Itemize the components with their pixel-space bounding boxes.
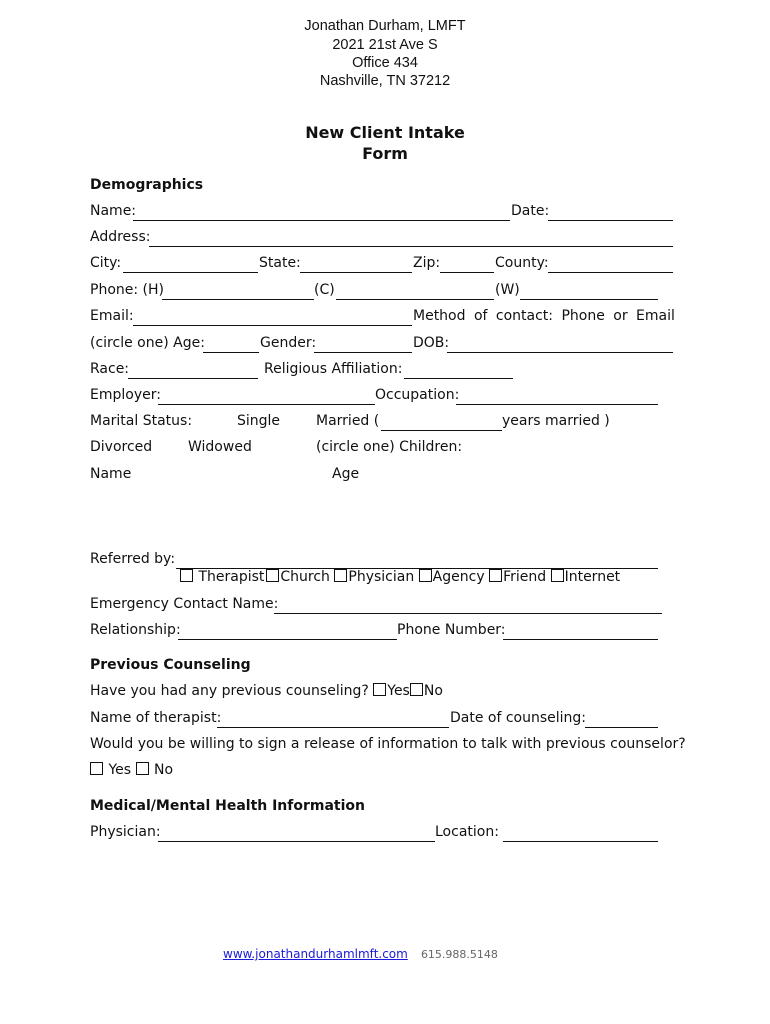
dob-field[interactable] <box>447 352 673 353</box>
phone-work-field[interactable] <box>520 299 658 300</box>
employer-field[interactable] <box>158 404 375 405</box>
email-label: Email: <box>90 308 134 324</box>
name-field[interactable] <box>133 220 510 221</box>
checkbox-icon[interactable] <box>551 569 564 582</box>
practitioner-name: Jonathan Durham, LMFT <box>304 18 466 34</box>
checkbox-icon[interactable] <box>266 569 279 582</box>
previous-no-option[interactable]: No <box>410 683 443 699</box>
city-state-zip: Nashville, TN 37212 <box>319 73 451 89</box>
emergency-contact-label: Emergency Contact Name: <box>90 596 279 612</box>
religion-field[interactable] <box>404 378 513 379</box>
address-label: Address: <box>90 229 151 245</box>
physician-label: Physician: <box>90 824 161 840</box>
employer-label: Employer: <box>90 387 161 403</box>
checkbox-icon[interactable] <box>489 569 502 582</box>
medical-heading: Medical/Mental Health Information <box>90 798 366 814</box>
phone-home-field[interactable] <box>162 299 314 300</box>
location-field[interactable] <box>503 841 658 842</box>
release-no-option[interactable]: No <box>136 762 174 778</box>
gender-label: Gender: <box>260 335 317 351</box>
child-name-column: Name <box>90 466 132 482</box>
checkbox-icon[interactable] <box>410 683 423 696</box>
marital-status-label: Marital Status: <box>90 413 193 429</box>
email-field[interactable] <box>133 325 412 326</box>
marital-divorced-option[interactable]: Divorced <box>90 439 153 455</box>
therapist-name-label: Name of therapist: <box>90 710 222 726</box>
date-label: Date: <box>511 203 550 219</box>
marital-widowed-option[interactable]: Widowed <box>188 439 252 455</box>
dob-label: DOB: <box>413 335 450 351</box>
therapist-name-field[interactable] <box>217 727 449 728</box>
zip-label: Zip: <box>413 255 441 271</box>
race-label: Race: <box>90 361 130 377</box>
emergency-contact-field[interactable] <box>274 613 662 614</box>
child-age-column: Age <box>332 466 360 482</box>
checkbox-icon[interactable] <box>180 569 193 582</box>
marital-married-option[interactable]: Married ( <box>316 413 380 429</box>
referral-agency[interactable]: Agency <box>419 569 485 585</box>
method-of-contact: Method of contact: Phone or Email <box>413 308 675 324</box>
phone-home-label: Phone: (H) <box>90 282 164 298</box>
previous-counseling-question: Have you had any previous counseling? Yes No <box>90 683 443 699</box>
previous-yes-option[interactable]: Yes <box>373 683 410 699</box>
referral-options <box>180 569 620 585</box>
emergency-phone-field[interactable] <box>503 639 658 640</box>
referral-friend[interactable]: Friend <box>489 569 546 585</box>
relationship-field[interactable] <box>178 639 397 640</box>
checkbox-icon[interactable] <box>419 569 432 582</box>
years-married-field[interactable] <box>381 430 502 431</box>
gender-field[interactable] <box>314 352 412 353</box>
county-label: County: <box>495 255 549 271</box>
referral-church[interactable]: Church <box>266 569 330 585</box>
demographics-heading: Demographics <box>90 177 204 193</box>
age-label: (circle one) Age: <box>90 335 205 351</box>
address-field[interactable] <box>149 246 673 247</box>
checkbox-icon[interactable] <box>136 762 149 775</box>
release-question: Would you be willing to sign a release of information to talk with previous counselor? <box>90 736 686 752</box>
race-field[interactable] <box>128 378 258 379</box>
referral-internet[interactable]: Internet <box>551 569 621 585</box>
release-options <box>90 762 173 778</box>
occupation-label: Occupation: <box>375 387 460 403</box>
physician-field[interactable] <box>158 841 435 842</box>
religion-label: Religious Affiliation: <box>264 361 403 377</box>
years-married-label: years married ) <box>502 413 610 429</box>
location-label: Location: <box>435 824 499 840</box>
referral-physician[interactable]: Physician <box>334 569 414 585</box>
previous-counseling-heading: Previous Counseling <box>90 657 251 673</box>
checkbox-icon[interactable] <box>90 762 103 775</box>
state-field[interactable] <box>300 272 412 273</box>
release-yes-option[interactable]: Yes <box>90 762 131 778</box>
referred-by-label: Referred by: <box>90 551 176 567</box>
state-label: State: <box>259 255 301 271</box>
checkbox-icon[interactable] <box>334 569 347 582</box>
counseling-date-label: Date of counseling: <box>450 710 587 726</box>
name-label: Name: <box>90 203 137 219</box>
age-field[interactable] <box>203 352 259 353</box>
emergency-phone-label: Phone Number: <box>397 622 506 638</box>
children-label: (circle one) Children: <box>316 439 463 455</box>
website-link[interactable]: www.jonathandurhamlmft.com <box>223 947 408 961</box>
relationship-label: Relationship: <box>90 622 181 638</box>
zip-field[interactable] <box>440 272 494 273</box>
office-number: Office 434 <box>352 55 418 71</box>
checkbox-icon[interactable] <box>373 683 386 696</box>
phone-cell-label: (C) <box>314 282 335 298</box>
marital-single-option[interactable]: Single <box>237 413 281 429</box>
phone-cell-field[interactable] <box>336 299 494 300</box>
counseling-date-field[interactable] <box>585 727 658 728</box>
city-field[interactable] <box>123 272 258 273</box>
city-label: City: <box>90 255 122 271</box>
county-field[interactable] <box>548 272 673 273</box>
footer-phone: 615.988.5148 <box>420 948 498 961</box>
occupation-field[interactable] <box>456 404 658 405</box>
form-title-line1: New Client Intake <box>305 123 465 142</box>
phone-work-label: (W) <box>495 282 520 298</box>
date-field[interactable] <box>548 220 673 221</box>
referral-therapist[interactable]: Therapist <box>180 569 264 585</box>
street-address: 2021 21st Ave S <box>332 37 438 53</box>
form-title-line2: Form <box>362 144 408 163</box>
footer <box>223 943 498 962</box>
